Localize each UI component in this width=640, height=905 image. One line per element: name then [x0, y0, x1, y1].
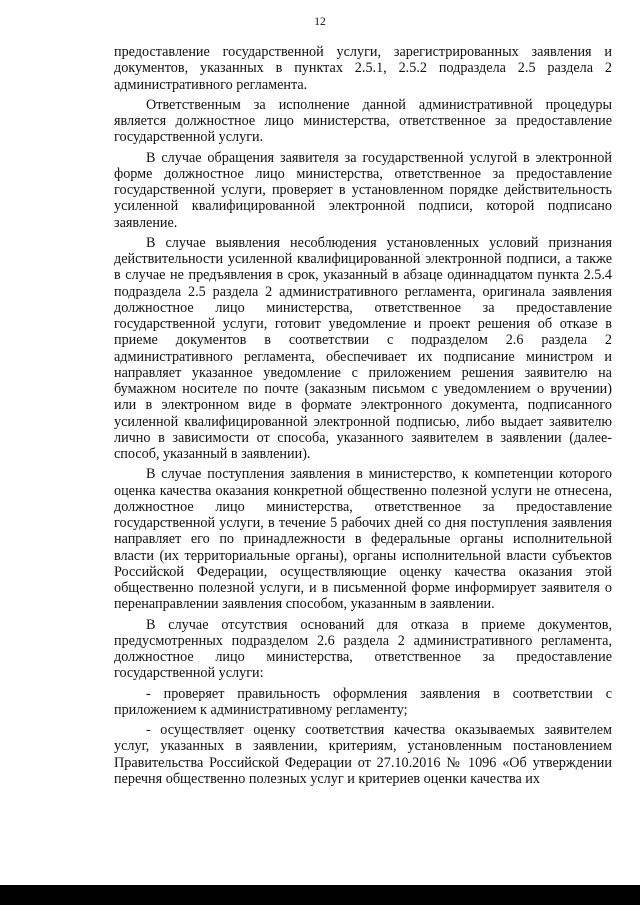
page-number: 12: [314, 16, 326, 28]
paragraph-8: - осуществляет оценку соответствия качества оказываемых заявителем услуг, указанных в заявлении, критериям, установленным постановлением Правительства Российской Федерации от 27.10.2016 № 1096 «Об утверждении перечня общественно полезных услуг и критериев оценки качества их: [114, 722, 612, 787]
document-body: [114, 44, 612, 791]
paragraph-6: В случае отсутствия оснований для отказа в приеме документов, предусмотренных подразделом 2.6 раздела 2 административного регламента, должностное лицо министерства, ответственное за предоставление государственной услуги:: [114, 616, 612, 682]
paragraph-7: - проверяет правильность оформления заявления в соответствии с приложением к административному регламенту;: [114, 685, 612, 718]
paragraph-1: предоставление государственной услуги, зарегистрированных заявления и документов, указанных в пунктах 2.5.1, 2.5.2 подраздела 2.5 раздела 2 административного регламента.: [114, 44, 612, 93]
paragraph-2: Ответственным за исполнение данной административной процедуры является должностное лицо министерства, ответственное за предоставление государственной услуги.: [114, 96, 612, 146]
scan-bottom-edge: [0, 885, 640, 905]
paragraph-5: В случае поступления заявления в министерство, к компетенции которого оценка качества оказания конкретной общественно полезной услуги не отнесена, должностное лицо министерства, ответственное за предоставление государственной услуги, в течение 5 рабочих дней со дня поступления заявления направляет его по принадлежности в федеральные органы исполнительной власти (их территориальные органы), органы исполнительной власти субъектов Российской Федерации, осуществляющие оценку качества оказания этой общественно полезной услуги, и в письменной форме информирует заявителя о перенаправлении заявления способом, указанным в заявлении.: [114, 466, 612, 613]
paragraph-3: В случае обращения заявителя за государственной услугой в электронной форме должностное лицо министерства, ответственное за предоставление государственной услуги, проверяет в установленном порядке действительность усиленной квалифицированной электронной подписи, которой подписано заявление.: [114, 149, 612, 231]
paragraph-4: В случае выявления несоблюдения установленных условий признания действительности усиленной квалифицированной электронной подписи, а также в случае не предъявления в срок, указанный в абзаце одиннадцатом пункта 2.5.4 подраздела 2.5 раздела 2 административного регламента, оригинала заявления должностное лицо министерства, ответственное за предоставление государственной услуги, готовит уведомление и проект решения об отказе в приеме документов в соответствии с подразделом 2.6 раздела 2 административного регламента, обеспечивает их подписание министром и направляет указанное уведомление с приложением решения заявителю на бумажном носителе по почте (заказным письмом с уведомлением о вручении) или в электронном виде в формате электронного документа, подписанного усиленной квалифицированной электронной подписью, либо выдает заявителю лично в зависимости от способа, указанного заявителем в заявлении (далее-способ, указанный в заявлении).: [114, 234, 612, 462]
